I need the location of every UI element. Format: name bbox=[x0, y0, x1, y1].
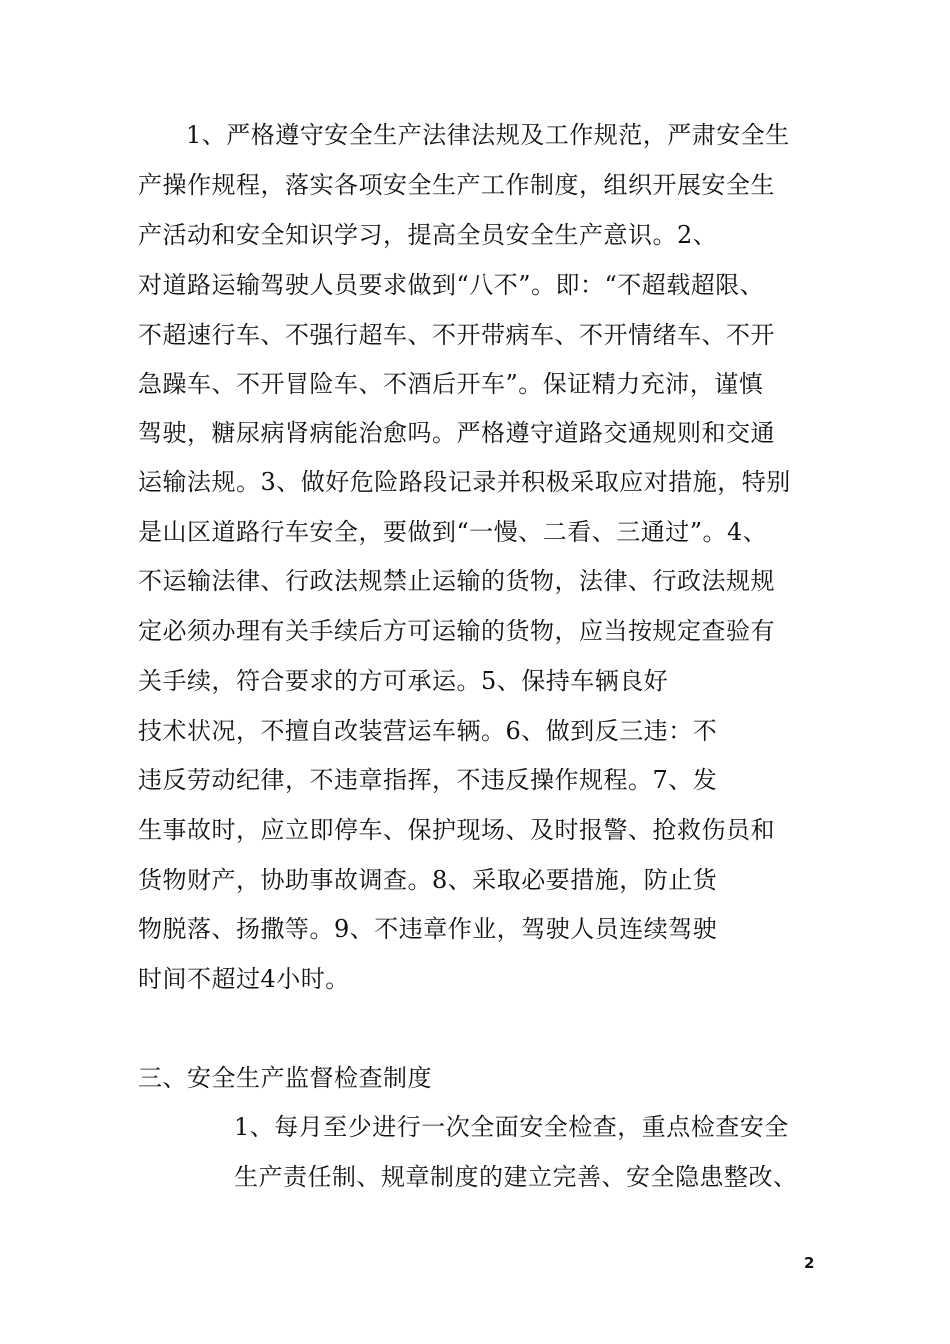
paragraph-line: 是山区道路行车安全，要做到“一慢、二看、三通过”。4、 bbox=[138, 518, 768, 546]
paragraph-line: 产操作规程，落实各项安全生产工作制度，组织开展安全生 bbox=[138, 171, 775, 199]
paragraph-line: 货物财产，协助事故调查。8、采取必要措施，防止货 bbox=[138, 866, 718, 894]
paragraph-line: 定必须办理有关手续后方可运输的货物，应当按规定查验有 bbox=[138, 617, 775, 645]
section-heading: 三、安全生产监督检查制度 bbox=[138, 1064, 432, 1092]
paragraph-line: 物脱落、扬撒等。9、不违章作业，驾驶人员连续驾驶 bbox=[138, 915, 718, 943]
paragraph-line: 运输法规。3、做好危险路段记录并积极采取应对措施，特别 bbox=[138, 468, 791, 496]
paragraph-line: 急躁车、不开冒险车、不酒后开车”。保证精力充沛，谨慎 bbox=[138, 370, 764, 398]
paragraph-line: 对道路运输驾驶人员要求做到“八不”。即：“不超载超限、 bbox=[138, 271, 765, 299]
section-paragraph-line: 生产责任制、规章制度的建立完善、安全隐患整改、 bbox=[234, 1163, 798, 1191]
page-number: 2 bbox=[804, 1254, 815, 1272]
section-paragraph-line: 1、每月至少进行一次全面安全检查，重点检查安全 bbox=[234, 1113, 789, 1141]
paragraph-line: 1、严格遵守安全生产法律法规及工作规范，严肃安全生 bbox=[186, 121, 790, 149]
paragraph-line: 生事故时，应立即停车、保护现场、及时报警、抢救伤员和 bbox=[138, 816, 775, 844]
paragraph-line: 时间不超过4小时。 bbox=[138, 965, 350, 993]
paragraph-line: 违反劳动纪律，不违章指挥，不违反操作规程。7、发 bbox=[138, 766, 718, 794]
paragraph-line: 驾驶，糖尿病肾病能治愈吗。严格遵守道路交通规则和交通 bbox=[138, 419, 775, 447]
paragraph-line: 技术状况，不擅自改装营运车辆。6、做到反三违：不 bbox=[138, 717, 718, 745]
paragraph-line: 不超速行车、不强行超车、不开带病车、不开情绪车、不开 bbox=[138, 321, 775, 349]
paragraph-line: 产活动和安全知识学习，提高全员安全生产意识。2、 bbox=[138, 221, 718, 249]
paragraph-line: 不运输法律、行政法规禁止运输的货物，法律、行政法规规 bbox=[138, 567, 775, 595]
paragraph-line: 关手续，符合要求的方可承运。5、保持车辆良好 bbox=[138, 667, 669, 695]
